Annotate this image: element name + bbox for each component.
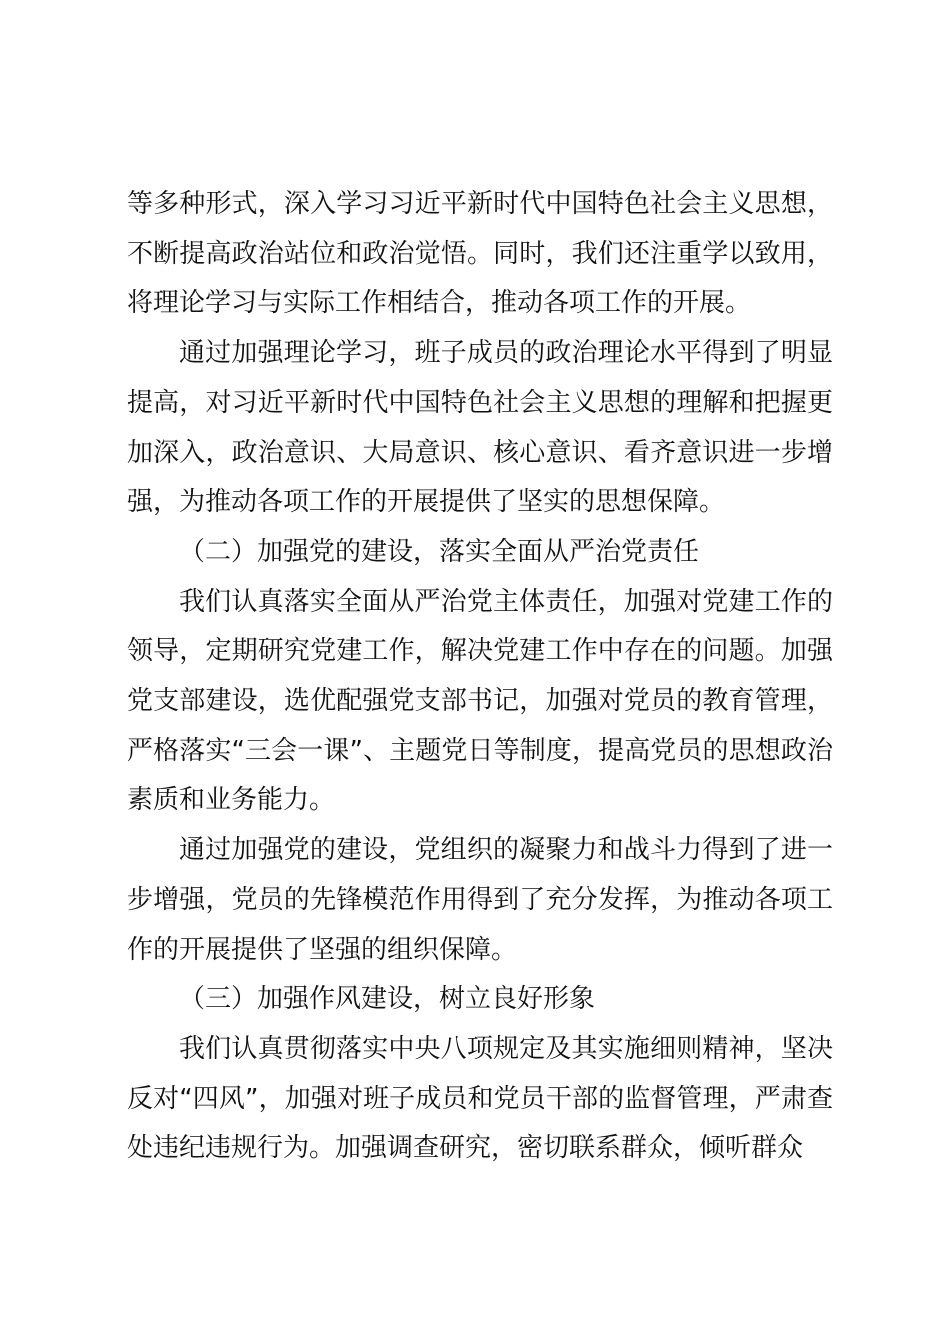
section-heading-3: （三）加强作风建设，树立良好形象	[179, 984, 596, 1015]
document-body	[127, 180, 833, 1174]
paragraph: 我们认真贯彻落实中央八项规定及其实施细则精神，坚决反对“四风”，加强对班子成员和党员干部的监督管理，严肃查处违纪违规行为。加强调查研究，密切联系群众，倾听群众	[127, 1033, 833, 1164]
paragraph: 我们认真落实全面从严治党主体责任，加强对党建工作的领导，定期研究党建工作，解决党建工作中存在的问题。加强党支部建设，选优配强党支部书记，加强对党员的教育管理，严格落实“三会一课”、主题党日等制度，提高党员的思想政治素质和业务能力。	[127, 586, 833, 816]
paragraph: 通过加强理论学习，班子成员的政治理论水平得到了明显提高，对习近平新时代中国特色社会主义思想的理解和把握更加深入，政治意识、大局意识、核心意识、看齐意识进一步增强，为推动各项工作的开展提供了坚实的思想保障。	[127, 338, 833, 518]
paragraph: 通过加强党的建设，党组织的凝聚力和战斗力得到了进一步增强，党员的先锋模范作用得到了充分发挥，为推动各项工作的开展提供了坚强的组织保障。	[127, 835, 833, 965]
section-heading-2: （二）加强党的建设，落实全面从严治党责任	[179, 536, 700, 567]
paragraph-continued: 等多种形式，深入学习习近平新时代中国特色社会主义思想，不断提高政治站位和政治觉悟。同时，我们还注重学以致用，将理论学习与实际工作相结合，推动各项工作的开展。	[127, 189, 833, 319]
